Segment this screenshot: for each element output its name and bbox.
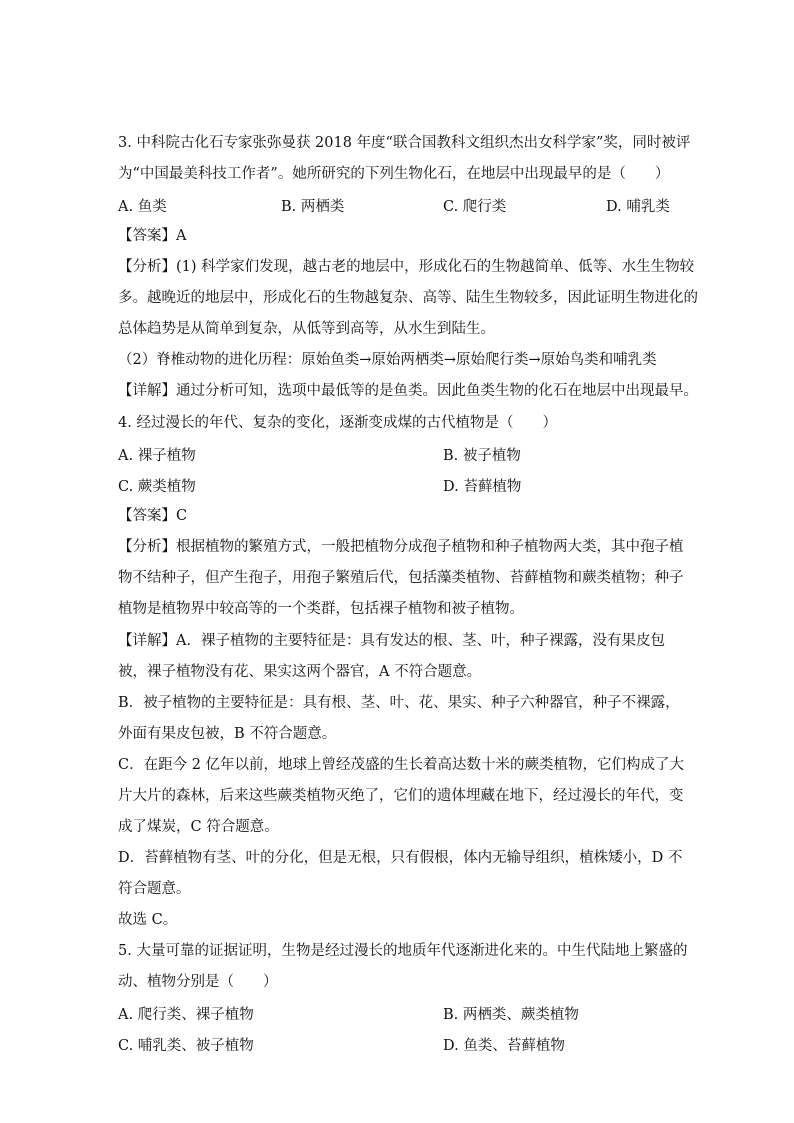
q3-stem-line-2: 为“中国最美科技工作者”。她所研究的下列生物化石，在地层中出现最早的是（ ） [118,166,670,182]
q4-option-b: B. 被子植物 [443,448,521,464]
q3-option-a: A. 鱼类 [118,199,167,215]
q4-detail-line-1: 【详解】A．裸子植物的主要特征是：具有发达的根、茎、叶，种子裸露，没有果皮包 [118,633,665,649]
q5-stem-line-2: 动、植物分别是（ ） [118,974,278,990]
q3-options [118,195,678,215]
q4-option-a: A. 裸子植物 [118,448,196,464]
q4-stem: 4. 经过漫长的年代、复杂的变化，逐渐变成煤的古代植物是（ ） [118,415,557,431]
q5-option-d: D. 鱼类、苔藓植物 [443,1038,565,1054]
q3-analysis-line-1: 【分析】(1) 科学家们发现，越古老的地层中，形成化石的生物越简单、低等、水生生物较 [118,259,695,275]
q4-analysis-line-1: 【分析】根据植物的繁殖方式，一般把植物分成孢子植物和种子植物两大类，其中孢子植 [118,539,684,555]
q5-option-a: A. 爬行类、裸子植物 [118,1007,254,1023]
q4-answer: 【答案】C [118,508,188,524]
q3-analysis-line-3: 总体趋势是从简单到复杂，从低等到高等，从水生到陆生。 [118,321,495,337]
q5-options-row-2 [118,1034,678,1054]
q4-detail-line-4: 外面有果皮包被，B 不符合题意。 [118,726,337,742]
q4-detail-line-9: 符合题意。 [118,881,191,897]
q4-detail-line-6: 片大片的森林，后来这些蕨类植物灭绝了，它们的遗体埋藏在地下，经过漫长的年代，变 [118,788,684,804]
q4-detail-line-3: B．被子植物的主要特征是：具有根、茎、叶、花、果实、种子六种器官，种子不裸露， [118,695,680,711]
q3-analysis-line-4: （2）脊椎动物的进化历程：原始鱼类→原始两栖类→原始爬行类→原始鸟类和哺乳类 [118,352,657,368]
q4-options-row-2 [118,475,678,495]
q3-analysis-line-2: 多。越晚近的地层中，形成化石的生物越复杂、高等、陆生生物较多，因此证明生物进化的 [118,290,698,306]
q5-options-row-1 [118,1003,678,1023]
q4-analysis-line-3: 植物是植物界中较高等的一个类群，包括裸子植物和被子植物。 [118,601,524,617]
q5-stem-line-1: 5. 大量可靠的证据证明，生物是经过漫长的地质年代逐渐进化来的。中生代陆地上繁盛的 [118,943,688,959]
q3-detail: 【详解】通过分析可知，选项中最低等的是鱼类。因此鱼类生物的化石在地层中出现最早。 [118,383,698,399]
q3-option-c: C. 爬行类 [443,199,507,215]
q3-answer: 【答案】A [118,228,187,244]
q4-detail-line-5: C．在距今 2 亿年以前，地球上曾经茂盛的生长着高达数十米的蕨类植物，它们构成了大 [118,757,685,773]
q3-option-d: D. 哺乳类 [606,199,670,215]
q5-option-c: C. 哺乳类、被子植物 [118,1038,254,1054]
q4-detail-line-2: 被，裸子植物没有花、果实这两个器官，A 不符合题意。 [118,664,482,680]
q4-detail-line-8: D．苔藓植物有茎、叶的分化，但是无根，只有假根，体内无输导组织，植株矮小，D 不 [118,850,683,866]
q4-option-c: C. 蕨类植物 [118,479,196,495]
q4-options-row-1 [118,444,678,464]
q4-detail-line-7: 成了煤炭，C 符合题意。 [118,819,279,835]
q4-analysis-line-2: 物不结种子，但产生孢子，用孢子繁殖后代，包括藻类植物、苔藓植物和蕨类植物；种子 [118,570,684,586]
q3-option-b: B. 两栖类 [281,199,345,215]
q3-stem-line-1: 3. 中科院古化石专家张弥曼获 2018 年度“联合国教科文组织杰出女科学家”奖，同时被评 [118,135,691,151]
q4-conclusion: 故选 C。 [118,912,178,928]
q5-option-b: B. 两栖类、蕨类植物 [443,1007,579,1023]
q4-option-d: D. 苔藓植物 [443,479,522,495]
